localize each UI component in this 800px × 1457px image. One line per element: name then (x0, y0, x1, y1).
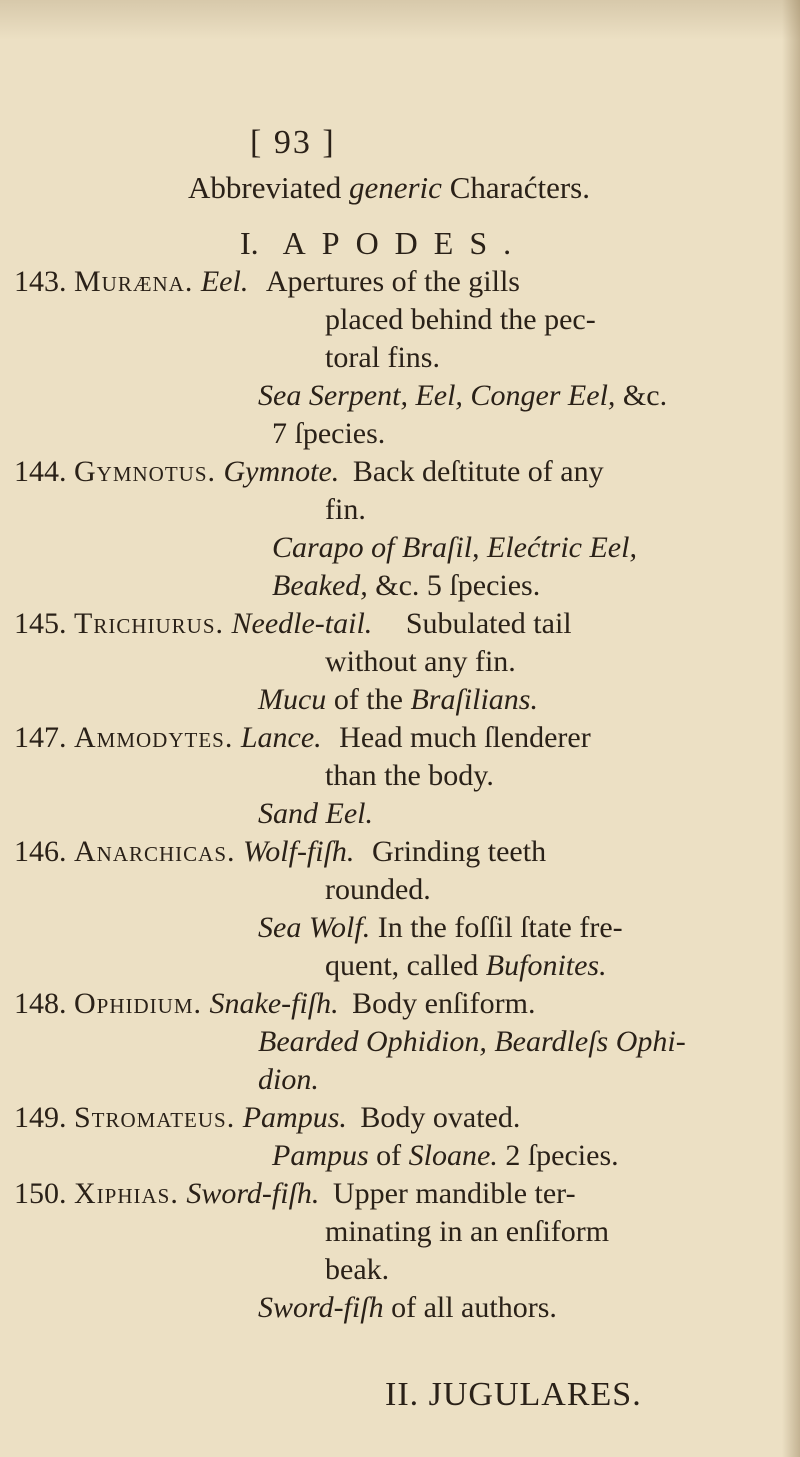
species-italic: Sea Serpent, Eel, Conger Eel, (258, 379, 616, 412)
common-name: Pampus. (242, 1101, 347, 1134)
page-edge-shadow (782, 0, 800, 1457)
entry-147-line2: than the body. (325, 759, 494, 792)
species-rest: &c. 5 ſpecies. (367, 569, 541, 602)
common-name: Lance. (240, 721, 322, 754)
entry-146-line1 (14, 833, 546, 871)
entry-150-line3: beak. (325, 1253, 390, 1286)
species-rest: In the foſſil ſtate fre- (370, 911, 623, 944)
common-name: Sword-fiſh. (186, 1177, 320, 1210)
genus-name: Ammodytes. (74, 721, 234, 754)
entry-144-species2 (272, 567, 540, 605)
entry-144-line1 (14, 453, 604, 491)
entry-number: 149. (14, 1101, 67, 1134)
common-name: Snake-fiſh. (209, 987, 339, 1020)
entry-143-species (258, 377, 667, 415)
entry-description: Subulated tail (405, 607, 572, 640)
entry-145-species (258, 681, 538, 719)
species-rest: &c. (615, 379, 668, 412)
common-name: Gymnote. (223, 455, 340, 488)
genus-name: Anarchicas. (74, 835, 236, 868)
entry-144-species1: Carapo of Braſil, Elećtric Eel, (272, 531, 637, 564)
species-mid: of the (326, 683, 411, 716)
species-mid: of (368, 1139, 409, 1172)
page-shadow-top (0, 0, 800, 40)
subtitle-post: Charaćters. (441, 170, 590, 205)
section-number: I. (240, 225, 259, 261)
entry-147-species: Sand Eel. (258, 797, 373, 830)
entry-147-line1 (14, 719, 591, 757)
entry-146-species (258, 909, 623, 947)
species-italic: Pampus (272, 1139, 369, 1172)
entry-number: 143. (14, 265, 67, 298)
entry-description: Grinding teeth (371, 835, 547, 868)
entry-143-line2: placed behind the pec- (325, 303, 596, 336)
entry-149-species (272, 1137, 619, 1175)
page-subtitle (188, 170, 590, 206)
entry-number: 147. (14, 721, 67, 754)
entry-144-line2: fin. (325, 493, 366, 526)
species-italic: Beaked, (272, 569, 368, 602)
common-name: Eel. (200, 265, 249, 298)
desc-italic: Bufonites. (485, 949, 607, 982)
species-italic: Sloane. (408, 1139, 498, 1172)
entry-description: Upper mandible ter- (332, 1177, 576, 1210)
entry-150-line1 (14, 1175, 576, 1213)
genus-name: Ophidium. (74, 987, 202, 1020)
entry-143-count: 7 ſpecies. (272, 417, 386, 450)
page-number: [ 93 ] (250, 124, 336, 161)
entry-number: 146. (14, 835, 67, 868)
entry-148-line1 (14, 985, 535, 1023)
genus-name: Muræna. (74, 265, 194, 298)
entry-description: Body ovated. (360, 1101, 521, 1134)
species-italic: Sea Wolf. (258, 911, 371, 944)
entry-number: 150. (14, 1177, 67, 1210)
common-name: Needle-tail. (231, 607, 373, 640)
entry-148-species1: Bearded Ophidion, Beardleſs Ophi- (258, 1025, 686, 1058)
entry-150-line2: minating in an enſiform (325, 1215, 610, 1248)
entry-description: Back deſtitute of any (352, 455, 604, 488)
subtitle-italic: generic (348, 170, 442, 205)
genus-name: Xiphias. (74, 1177, 179, 1210)
species-italic: Mucu (258, 683, 327, 716)
entry-146-line4 (325, 947, 607, 985)
section-heading-jugulares: II. JUGULARES. (385, 1376, 642, 1413)
section-title: APODES. (282, 225, 528, 261)
entry-number: 144. (14, 455, 67, 488)
entry-143-line3: toral fins. (325, 341, 440, 374)
species-rest: of all authors. (383, 1291, 557, 1324)
genus-name: Trichiurus. (74, 607, 225, 640)
entry-number: 148. (14, 987, 67, 1020)
common-name: Wolf-fiſh. (243, 835, 355, 868)
entry-148-species2: dion. (258, 1063, 319, 1096)
entry-150-species (258, 1289, 557, 1327)
subtitle-pre: Abbreviated (188, 170, 349, 205)
species-italic: Sword-fiſh (258, 1291, 384, 1324)
genus-name: Gymnotus. (74, 455, 217, 488)
entry-146-line2: rounded. (325, 873, 431, 906)
desc-pre: quent, called (325, 949, 486, 982)
entry-description: Body enſiform. (352, 987, 536, 1020)
genus-name: Stromateus. (74, 1101, 236, 1134)
section-heading-apodes (240, 225, 527, 262)
species-count: 2 ſpecies. (497, 1139, 619, 1172)
entry-145-line2: without any fin. (325, 645, 516, 678)
entry-149-line1 (14, 1099, 520, 1137)
entry-145-line1 (14, 605, 572, 643)
species-italic: Braſilians. (410, 683, 538, 716)
entry-number: 145. (14, 607, 67, 640)
entry-description: Apertures of the gills (265, 265, 520, 298)
entry-description: Head much ſlenderer (339, 721, 591, 754)
entry-143-line1 (14, 263, 520, 301)
